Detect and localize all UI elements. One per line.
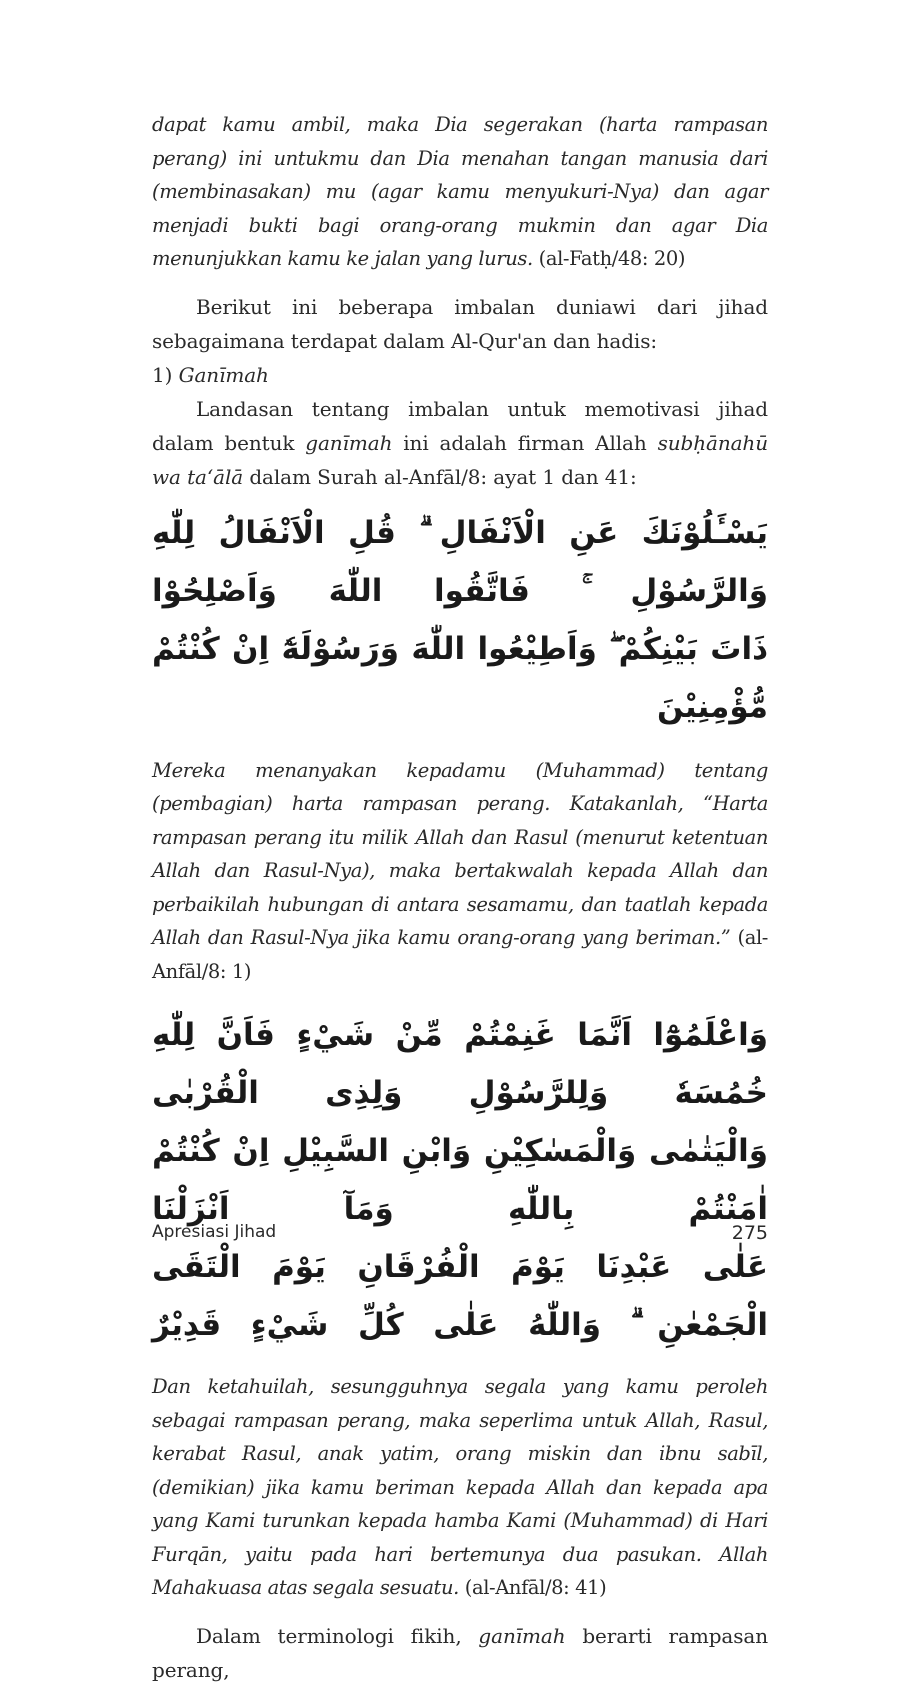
arabic-verse-anfal-41 xyxy=(152,1006,768,1354)
ganimah-paragraph xyxy=(152,392,768,494)
text-segment: Landasan tentang imbalan untuk memotivasi jihad dalam bentuk xyxy=(152,396,768,455)
translation-text: Dan ketahuilah, sesungguhnya segala yang kamu peroleh sebagai rampasan perang, maka seperlima untuk Allah, Rasul, kerabat Rasul, anak yatim, orang miskin dan ibnu sabīl, (demikian) jika kamu beriman kepada Allah dan kepada apa yang Kami turunkan kepada hamba Kami (Muhammad) di Hari Furqān, yaitu pada hari bertemunya dua pasukan. Allah Mahakuasa atas segala sesuatu. xyxy=(152,1375,768,1599)
arabic-line: عَلٰى عَبْدِنَا يَوْمَ الْفُرْقَانِ يَوْمَ الْتَقَى الْجَمْعٰنِ ۗ وَاللّٰهُ عَلٰى كُلِّ شَيْءٍ قَدِيْرٌ xyxy=(152,1249,768,1343)
text-segment: dalam Surah al-Anfāl/8: ayat 1 dan 41: xyxy=(249,464,637,489)
text-segment: Dalam terminologi fikih, xyxy=(196,1623,462,1648)
page-content xyxy=(152,108,768,1687)
page-footer xyxy=(152,1222,768,1250)
text-segment: berarti rampasan perang, xyxy=(152,1623,769,1682)
arabic-verse-anfal-1 xyxy=(152,504,768,736)
verse-translation-anfal-1 xyxy=(152,754,768,989)
list-label: Ganīmah xyxy=(178,362,269,387)
text-segment: ini adalah firman Allah xyxy=(403,430,647,455)
translation-text: Mereka menanyakan kepadamu (Muhammad) tentang (pembagian) harta rampasan perang. Katakanlah, “Harta rampasan perang itu milik Allah dan Rasul (menurut ketentuan Allah dan Rasul-Nya), maka bertakwalah kepada Allah dan perbaikilah hubungan di antara sesamamu, dan taatlah kepada Allah dan Rasul-Nya jika kamu orang-orang yang beriman.” xyxy=(152,758,768,949)
verse-translation-fath xyxy=(152,108,768,276)
page-number: 275 xyxy=(731,1222,768,1244)
verse-reference: (al-Anfāl/8: 1) xyxy=(152,926,768,983)
list-number: 1) xyxy=(152,362,173,387)
term-ganimah: ganīmah xyxy=(305,430,393,455)
arabic-line: ذَاتَ بَيْنِكُمْ ۖ وَاَطِيْعُوا اللّٰهَ وَرَسُوْلَهٗٓ اِنْ كُنْتُمْ مُّؤْمِنِيْنَ xyxy=(152,630,768,725)
running-title: Apresiasi Jihad xyxy=(152,1222,277,1242)
terminology-paragraph xyxy=(152,1619,768,1687)
verse-reference: (al-Fatḥ/48: 20) xyxy=(538,247,686,270)
arabic-line: وَالْيَتٰمٰى وَالْمَسٰكِيْنِ وَابْنِ السَّبِيْلِ اِنْ كُنْتُمْ اٰمَنْتُمْ بِاللّٰهِ وَمَآ اَنْزَلْنَا xyxy=(152,1133,768,1227)
translation-text: dapat kamu ambil, maka Dia segerakan (harta rampasan perang) ini untukmu dan Dia menahan tangan manusia dari (membinasakan) mu (agar kamu menyukuri-Nya) dan agar menjadi bukti bagi orang-orang mukmin dan agar Dia menunjukkan kamu ke jalan yang lurus. xyxy=(152,113,768,270)
verse-translation-anfal-41 xyxy=(152,1370,768,1605)
term-subhanahu: subḥānahū wa ta‘ālā xyxy=(152,430,768,489)
verse-reference: (al-Anfāl/8: 41) xyxy=(464,1576,607,1599)
arabic-line: وَاعْلَمُوْٓا اَنَّمَا غَنِمْتُمْ مِّنْ شَيْءٍ فَاَنَّ لِلّٰهِ خُمُسَهٗ وَلِلرَّسُوْلِ وَلِذِى الْقُرْبٰى xyxy=(152,1017,768,1111)
arabic-line: يَسْـَٔلُوْنَكَ عَنِ الْاَنْفَالِ ۗ قُلِ الْاَنْفَالُ لِلّٰهِ وَالرَّسُوْلِ ۚ فَاتَّقُوا اللّٰهَ وَاَصْلِحُوْا xyxy=(152,514,768,609)
term-ganimah: ganīmah xyxy=(478,1623,566,1648)
intro-paragraph: Berikut ini beberapa imbalan duniawi dari jihad sebagaimana terdapat dalam Al-Qur'an dan hadis: xyxy=(152,294,768,353)
list-item-ganimah xyxy=(152,358,768,392)
